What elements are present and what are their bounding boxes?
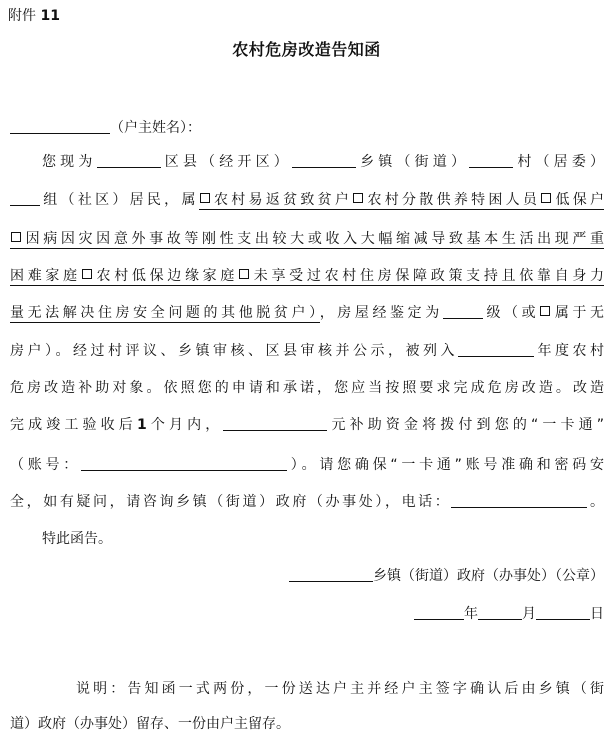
county-blank[interactable] <box>97 152 161 168</box>
body-text: 您现为 <box>42 154 97 170</box>
date-year-blank[interactable] <box>414 604 464 620</box>
option-checkbox[interactable] <box>353 193 363 203</box>
option-checkbox[interactable] <box>541 193 551 203</box>
option-label: 未享受过农村住房保障政策支持且依靠自身力 <box>250 268 605 284</box>
body-line-3 <box>10 229 604 249</box>
body-text: 房户）。经过村评议、乡镇审核、区县审核并公示，被列入 <box>10 343 458 359</box>
body-text: 危房改造补助对象。依照您的申请和承诺，您应当按照要求完成危房改造。改造 <box>10 380 604 396</box>
option-checkbox[interactable] <box>239 269 249 279</box>
body-line-10 <box>10 492 604 512</box>
attachment-prefix: 附件 <box>8 8 36 24</box>
subsidy-amount-blank[interactable] <box>223 415 327 431</box>
body-text: 年度农村 <box>534 343 604 359</box>
group-blank[interactable] <box>10 190 40 206</box>
signature-date-line <box>10 604 604 624</box>
option-label: 农村易返贫致贫户 <box>210 192 353 208</box>
date-month-blank[interactable] <box>478 604 522 620</box>
option-label: 农村低保边缘家庭 <box>92 268 239 284</box>
body-line-7 <box>10 378 604 398</box>
note-line-2: 道）政府（办事处）留存、一份由户主留存。 <box>10 716 290 732</box>
body-line-2 <box>10 190 604 210</box>
township-blank[interactable] <box>292 152 356 168</box>
body-line-5 <box>10 303 604 323</box>
grade-blank[interactable] <box>443 303 483 319</box>
option-label: 量无法解决住房安全问题的其他脱贫户） <box>10 305 320 321</box>
account-number-blank[interactable] <box>81 455 287 471</box>
option-checkbox[interactable] <box>540 306 550 316</box>
phone-blank[interactable] <box>451 492 587 508</box>
option-checkbox[interactable] <box>82 269 92 279</box>
closing-line: 特此函告。 <box>42 531 112 547</box>
salutation-suffix: （户主姓名）： <box>110 120 201 136</box>
body-text: 。 <box>587 494 605 510</box>
body-text: 区县（经开区） <box>160 154 292 170</box>
month-count: 1 <box>136 417 147 433</box>
body-text: 级（或 <box>482 305 540 321</box>
option-checkbox[interactable] <box>11 232 21 242</box>
body-text: ）。请您确保“一卡通”账号准确和密码安 <box>287 457 604 473</box>
document-title: 农村危房改造告知函 <box>232 40 381 59</box>
body-text: 组（社区）居民，属 <box>40 192 199 208</box>
body-line-4 <box>10 266 604 286</box>
body-line-9 <box>10 455 604 475</box>
date-day-blank[interactable] <box>536 604 590 620</box>
body-text: 元补助资金将拨付到您的“一卡通” <box>327 417 604 433</box>
date-day-label: 日 <box>590 606 604 622</box>
option-label: 低保户 <box>552 192 605 208</box>
option-label: 困难家庭 <box>10 268 81 284</box>
date-year-label: 年 <box>464 606 478 622</box>
signature-org-line <box>10 566 604 586</box>
attachment-number: 11 <box>40 8 60 24</box>
township-seal-blank[interactable] <box>289 566 373 582</box>
note-line-1: 说明：告知函一式两份，一份送达户主并经户主签字确认后由乡镇（街 <box>76 681 604 697</box>
body-text: 属于无 <box>551 305 604 321</box>
option-checkbox[interactable] <box>200 193 210 203</box>
householder-name-blank[interactable] <box>10 118 110 134</box>
body-text: （账号： <box>10 457 82 473</box>
body-text: 个月内， <box>146 417 224 433</box>
signature-org: 乡镇（街道）政府（办事处）（公章） <box>373 568 604 584</box>
salutation-line <box>10 118 604 138</box>
body-text: 完成竣工验收后 <box>10 417 137 433</box>
body-text: ，房屋经鉴定为 <box>319 305 443 321</box>
body-line-1 <box>42 152 604 172</box>
option-label: 农村分散供养特困人员 <box>364 192 541 208</box>
village-blank[interactable] <box>469 152 513 168</box>
option-label: 因病因灾因意外事故等刚性支出较大或收入大幅缩减导致基本生活出现严重 <box>22 231 604 247</box>
body-line-8 <box>10 415 604 435</box>
body-line-6 <box>10 341 604 361</box>
body-text: 乡镇（街道） <box>355 154 470 170</box>
date-month-label: 月 <box>522 606 536 622</box>
year-list-blank[interactable] <box>458 341 534 357</box>
body-text: 村（居委） <box>513 154 605 170</box>
attachment-label <box>8 5 60 25</box>
body-text: 全，如有疑问，请咨询乡镇（街道）政府（办事处），电话： <box>10 494 452 510</box>
